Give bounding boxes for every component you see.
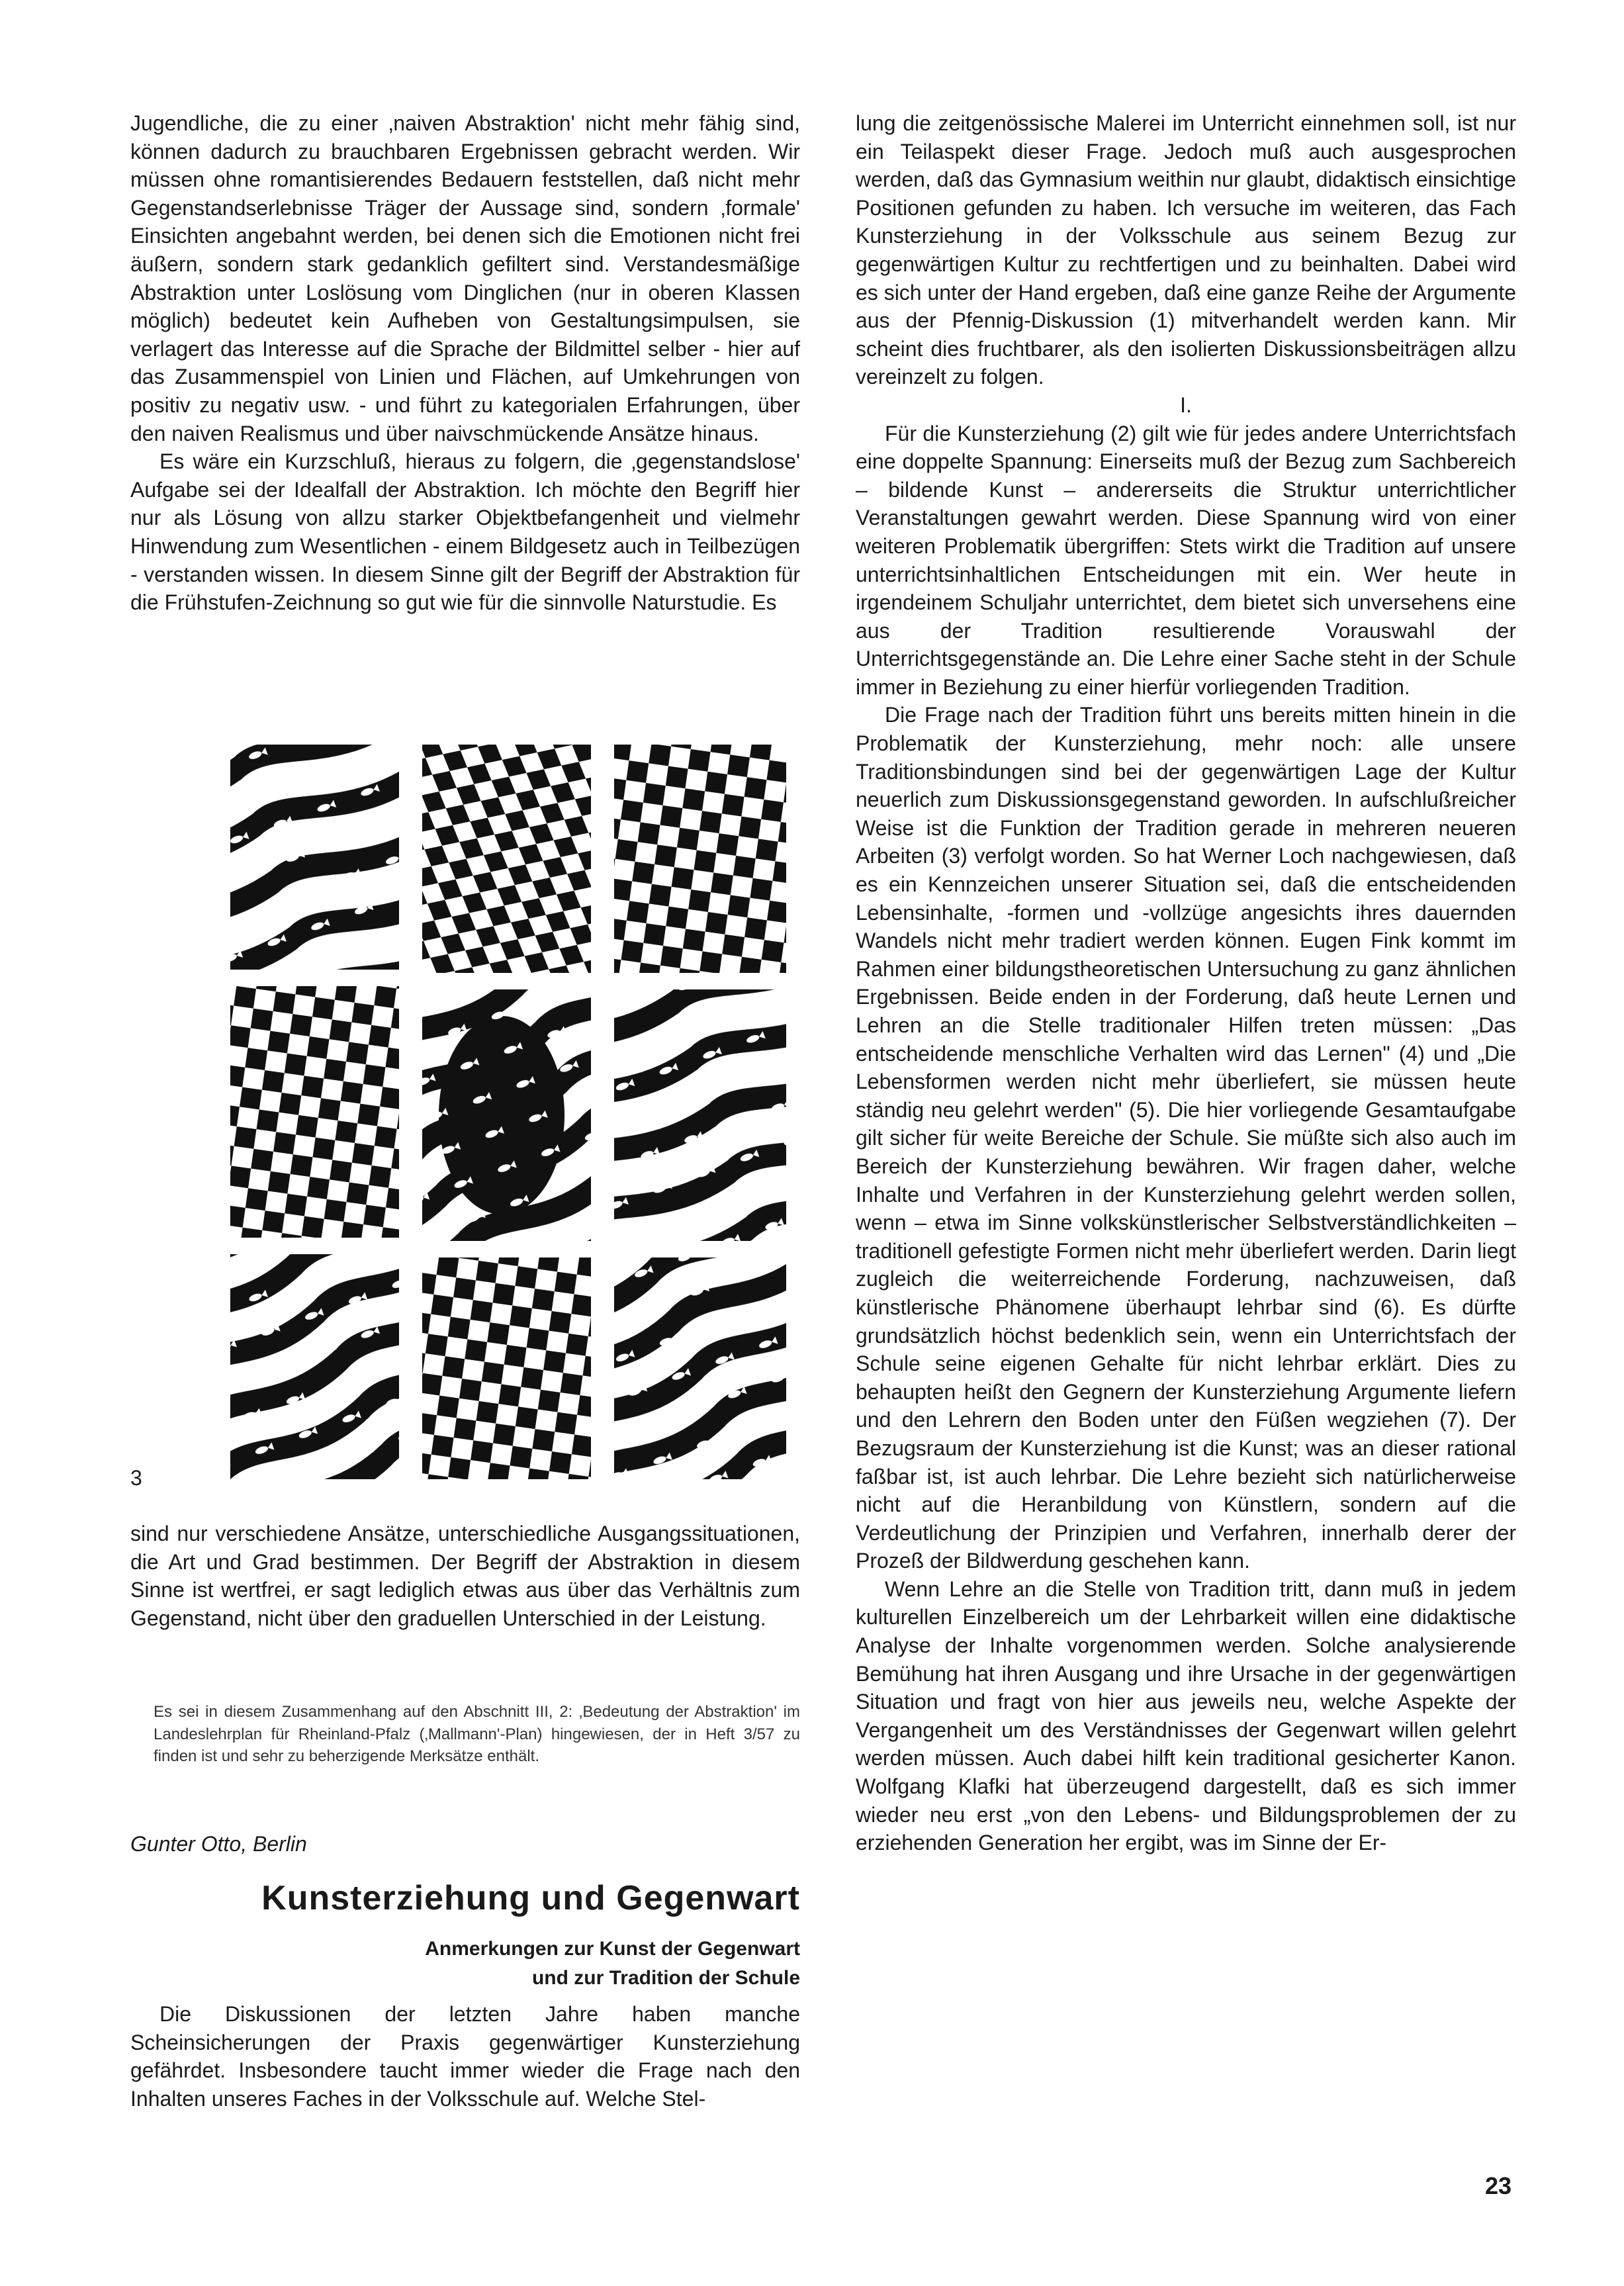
section-number: I. (1180, 392, 1192, 417)
right-column-text (856, 109, 1516, 1857)
left-column-continuation (130, 1520, 800, 1632)
paragraph: sind nur verschiedene Ansätze, unterschiedliche Ausgangssituationen, die Art und Grad bestimmen. Der Begriff der Abstraktion in diesem Sinne ist wertfrei, er sagt lediglich etwas aus über das Verhältnis zum Gegenstand, nicht über den graduellen Unterschied in der Leistung. (130, 1522, 800, 1630)
footnote-text: Es sei in diesem Zusammenhang auf den Abschnitt III, 2: ‚Bedeutung der Abstraktion' im Landeslehrplan für Rheinland-Pfalz (‚Mallmann'-Plan) hingewiesen, der in Heft 3/57 zu finden ist und sehr zu beherzigende Merksätze enthält. (154, 1703, 800, 1766)
author-byline: Gunter Otto, Berlin (130, 1832, 307, 1856)
paragraph: Wenn Lehre an die Stelle von Tradition tritt, dann muß in jedem kulturellen Einzelbereich um der Lehrbarkeit willen eine didaktische Analyse der Inhalte vorgenommen werden. Solche analysierende Bemühung hat ihren Ausgang und ihre Ursache in der gegenwärtigen Situation und fragt von hier aus jeweils neu, welche Aspekte der Vergangenheit um des Verständnisses der Gegenwart willen gelehrt werden müssen. Auch dabei hilft kein traditional gesicherter Kanon. Wolfgang Klafki hat überzeugend dargestellt, daß es sich immer wieder neu erst „von den Lebens- und Bildungsproblemen der zu erziehenden Generation her ergibt, was im Sinne der Er- (856, 1577, 1516, 1855)
page-number: 23 (1485, 2172, 1512, 2199)
paragraph: Jugendliche, die zu einer ‚naiven Abstraktion' nicht mehr fähig sind, können dadurch zu brauchbaren Ergebnissen gebracht werden. Wir müssen ohne romantisierendes Bedauern feststellen, daß nicht mehr Gegenstandserlebnisse Träger der Aussage sind, sondern ‚formale' Einsichten angebahnt werden, bei denen sich die Emotionen nicht frei äußern, sondern stark gedanklich gefiltert sind. Verstandesmäßige Abstraktion unter Loslösung vom Dinglichen (nur in oberen Klassen möglich) bedeutet kein Aufheben von Gestaltungsimpulsen, sie verlagert das Interesse auf die Sprache der Bildmittel selber - hier auf das Zusammenspiel von Linien und Flächen, auf Umkehrungen von positiv zu negativ usw. - und führt zu kategorialen Erfahrungen, über den naiven Realismus und über naivschmückende Ansätze hinaus. (130, 111, 800, 445)
figure-abstract-woodcut (230, 745, 786, 1479)
paragraph: Die Diskussionen der letzten Jahre haben manche Scheinsicherungen der Praxis gegenwärtiger Kunsterziehung gefährdet. Insbesondere taucht immer wieder die Frage nach den Inhalten unseres Faches in der Volksschule auf. Welche Stel- (130, 2002, 800, 2111)
article-subtitle-line-1: Anmerkungen zur Kunst der Gegenwart (425, 1938, 800, 1960)
left-column-text (130, 109, 800, 617)
paragraph: Es wäre ein Kurzschluß, hieraus zu folgern, die ‚gegenstandslose' Aufgabe sei der Idealfall der Abstraktion. Ich möchte den Begriff hier nur als Lösung von allzu starker Objektbefangenheit und vielmehr Hinwendung zum Wesentlichen - einem Bildgesetz auch in Teilbezügen - verstanden wissen. In diesem Sinne gilt der Begriff der Abstraktion für die Frühstufen-Zeichnung so gut wie für die sinnvolle Naturstudie. Es (130, 449, 800, 615)
paragraph: Die Frage nach der Tradition führt uns bereits mitten hinein in die Problematik der Kunsterziehung, mehr noch: alle unsere Traditionsbindungen sind bei der gegenwärtigen Lage der Kultur neuerlich zum Diskussionsgegenstand geworden. In aufschlußreicher Weise ist die Funktion der Tradition gerade in mehreren neueren Arbeiten (3) verfolgt worden. So hat Werner Loch nachgewiesen, daß es ein Kennzeichen unserer Situation sei, daß die entscheidenden Lebensinhalte, -formen und -vollzüge angesichts ihres dauernden Wandels nicht mehr tradiert werden können. Eugen Fink kommt im Rahmen einer bildungstheoretischen Untersuchung zu ganz ähnlichen Ergebnissen. Beide enden in der Forderung, daß heute Lernen und Lehren an die Stelle traditionaler Hilfen treten müssen: „Das entscheidende menschliche Verhalten wird das Lernen" (4) und „Die Lebensformen werden nicht mehr überliefert, sie müssen heute ständig neu gelehrt werden" (5). Die hier vorliegende Gesamtaufgabe gilt sicher für weite Bereiche der Schule. Sie müßte sich also auch im Bereich der Kunsterziehung bewähren. Wir fragen daher, welche Inhalte und Verfahren in der Kunsterziehung gelehrt werden sollen, wenn – etwa im Sinne volkskünstlerischer Selbstverständlichkeiten – traditionell gefestigte Formen nicht mehr überliefert werden. Darin liegt zugleich die weiterreichende Forderung, nachzuweisen, daß künstlerische Phänomene überhaupt lehrbar sind (6). Es dürfte grundsätzlich höchst bedenklich sein, wenn ein Unterrichtsfach der Schule seine eigenen Gehalte für nicht lehrbar erklärt. Dies zu behaupten heißt den Gegnern der Kunsterziehung Argumente liefern und den Lehrern den Boden unter den Füßen wegziehen (7). Der Bezugsraum der Kunsterziehung ist die Kunst; was an dieser rational faßbar ist, ist auch lehrbar. Die Lehre bezieht sich natürlicherweise nicht auf die Heranbildung von Künstlern, sondern auf die Verdeutlichung der Prinzipien und Verfahren, innerhalb derer der Prozeß der Bildwerdung geschehen kann. (856, 703, 1516, 1573)
footnote (154, 1701, 800, 1768)
paragraph: lung die zeitgenössische Malerei im Unterricht einnehmen soll, ist nur ein Teilaspekt dieser Frage. Jedoch muß auch ausgesprochen werden, daß das Gymnasium weithin nur glaubt, didaktisch einsichtige Positionen gefunden zu haben. Ich versuche im weiteren, das Fach Kunsterziehung in der Volksschule aus seinem Bezug zur gegenwärtigen Kultur zu rechtfertigen und zu beinhalten. Dabei wird es sich unter der Hand ergeben, daß eine ganze Reihe der Argumente aus der Pfennig-Diskussion (1) mitverhandelt werden kann. Mir scheint dies fruchtbarer, als den isolierten Diskussionsbeiträgen allzu vereinzelt zu folgen. (856, 111, 1516, 389)
paragraph: Für die Kunsterziehung (2) gilt wie für jedes andere Unterrichtsfach eine doppelte Spannung: Einerseits muß der Bezug zum Sachbereich – bildende Kunst – andererseits die Struktur unterrichtlicher Veranstaltungen gewahrt werden. Diese Spannung wird von einer weiteren Problematik übergriffen: Stets wirkt die Tradition auf unsere unterrichtsinhaltlichen Entscheidungen mit ein. Wer heute in irgendeinem Schuljahr unterrichtet, dem bietet sich unversehens eine aus der Tradition resultierende Vorauswahl der Unterrichtsgegenstände an. Die Lehre einer Sache steht in der Schule immer in Beziehung zu einer hierfür vorliegenden Tradition. (856, 421, 1516, 699)
article-title: Kunsterziehung und Gegenwart (261, 1879, 800, 1917)
article-subtitle-line-2: und zur Tradition der Schule (531, 1967, 800, 1989)
intro-text (130, 2000, 800, 2113)
figure-number: 3 (130, 1466, 142, 1490)
